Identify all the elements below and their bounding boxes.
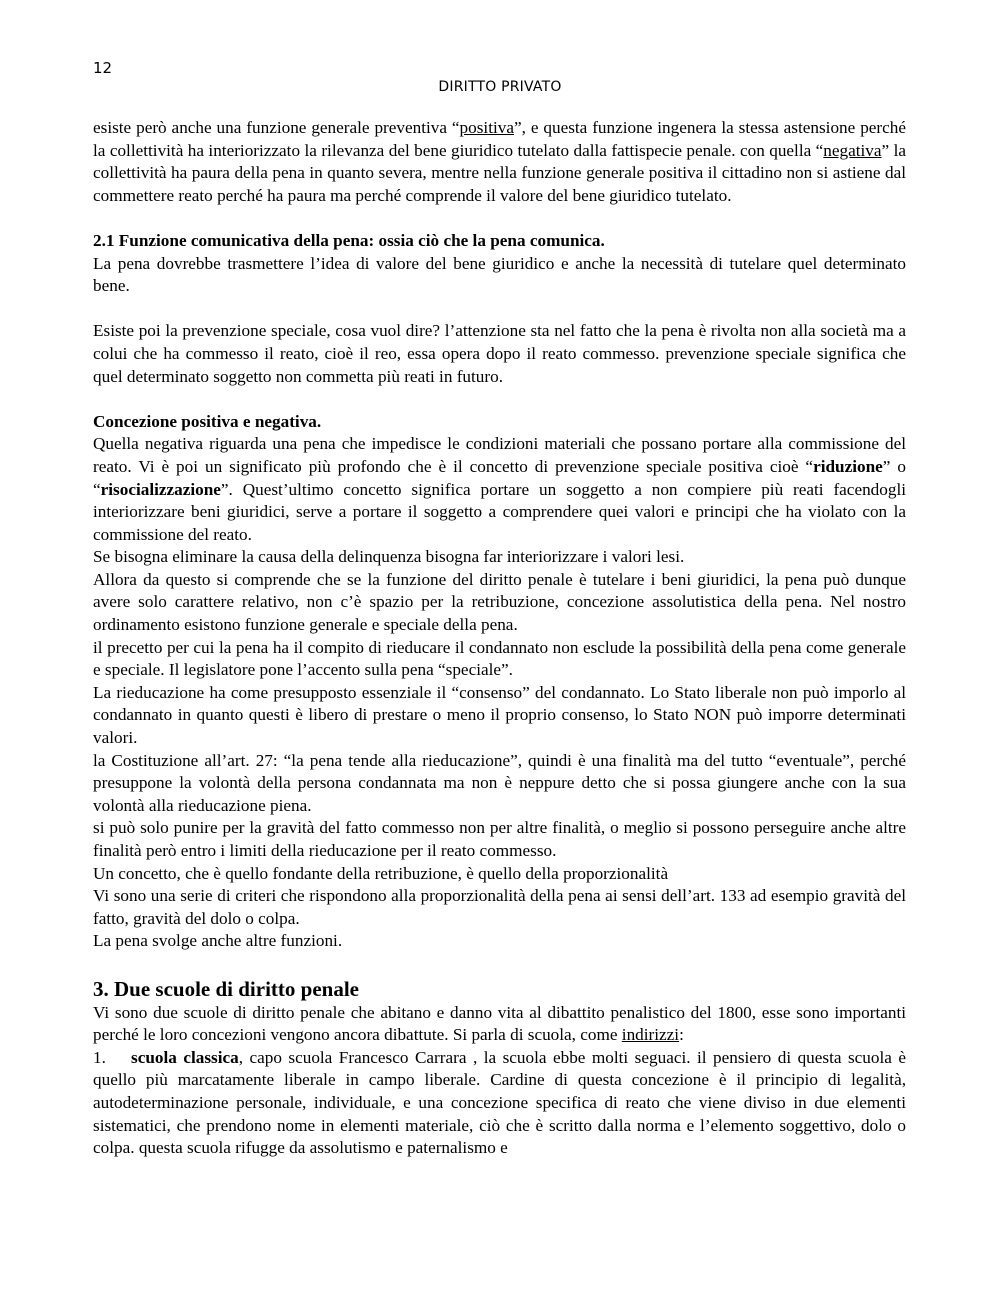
paragraph: Quella negativa riguarda una pena che impedisce le condizioni materiali che possano portare alla commissione del reato. Vi è poi un significato più profondo che è il concetto di prevenzione speciale positiva cioè “riduzione” o “risocializzazione”. Quest’ultimo concetto significa portare un soggetto a non compiere più reati facendogli interiorizzare beni giuridici, serve a portare il soggetto a comprendere quei valori e principi che ha violato con la commissione del reato. (93, 434, 906, 544)
underlined-term: positiva (459, 118, 514, 137)
paragraph: La rieducazione ha come presupposto essenziale il “consenso” del condannato. Lo Stato liberale non può imporlo al condannato in quanto questi è libero di prestare o meno il proprio consenso, lo Stato NON può imporre determinati valori. (93, 682, 906, 748)
paragraph: La pena dovrebbe trasmettere l’idea di valore del bene giuridico e anche la necessità di tutelare quel determinato bene. (93, 253, 906, 296)
paragraph: Vi sono una serie di criteri che rispondono alla proporzionalità della pena ai sensi dell’art. 133 ad esempio gravità del fatto, gravità del dolo o colpa. (93, 886, 906, 928)
paragraph: esiste però anche una funzione generale preventiva “positiva”, e questa funzione ingenera la stessa astensione perché la collettività ha interiorizzato la rilevanza del bene giuridico tutelato dalla fattispecie penale. con quella “negativa” la collettività ha paura della pena in quanto severa, mentre nella funzione generale positiva il cittadino non si astiene dal commettere reato perché ha paura ma perché comprende il valore del bene giuridico tutelato. (93, 118, 906, 205)
running-header: DIRITTO PRIVATO (438, 79, 562, 95)
chapter-heading: 3. Due scuole di diritto penale (93, 976, 359, 1001)
section-heading: Concezione positiva e negativa. (93, 411, 322, 431)
bold-term: scuola classica (131, 1047, 239, 1067)
bold-term: risocializzazione (100, 479, 221, 499)
list-number: 1. (93, 1047, 106, 1067)
paragraph: il precetto per cui la pena ha il compito di rieducare il condannato non esclude la possibilità della pena come generale e speciale. Il legislatore pone l’accento sulla pena “speciale”. (93, 637, 906, 680)
paragraph: si può solo punire per la gravità del fatto commesso non per altre finalità, o meglio si possono perseguire anche altre finalità però entro i limiti della rieducazione per il reato commesso. (93, 818, 906, 860)
page-number: 12 (93, 59, 113, 77)
bold-term: riduzione (813, 456, 883, 476)
underlined-term: negativa (823, 140, 882, 160)
section-heading: 2.1 Funzione comunicativa della pena: ossia ciò che la pena comunica. (93, 230, 605, 250)
paragraph: Vi sono due scuole di diritto penale che abitano e danno vita al dibattito penalistico del 1800, esse sono importanti perché le loro concezioni vengono ancora dibattute. Si parla di scuola, come indirizzi: (93, 1002, 906, 1045)
paragraph: Se bisogna eliminare la causa della delinquenza bisogna far interiorizzare i valori lesi. (93, 547, 685, 567)
document-body (93, 117, 906, 1160)
paragraph: la Costituzione all’art. 27: “la pena tende alla rieducazione”, quindi è una finalità ma del tutto “eventuale”, perché presuppone la volontà della persona condannata ma non è neppure detto che si possa giungere anche con la sua volontà alla rieducazione piena. (93, 750, 906, 815)
underlined-term: indirizzi (621, 1025, 680, 1045)
paragraph: La pena svolge anche altre funzioni. (93, 931, 343, 951)
paragraph: Un concetto, che è quello fondante della retribuzione, è quello della proporzionalità (93, 863, 669, 883)
list-item: 1. scuola classica, capo scuola Francesco Carrara , la scuola ebbe molti seguaci. il pensiero di questa scuola è quello più marcatamente liberale in campo liberale. Cardine di questa concezione è il principio di legalità, autodeterminazione personale, individuale, e una concezione specifica di reato che viene diviso in due elementi sistematici, che prendono nome in elementi materiale, ciò che è scritto dalla norma e l’elemento soggettivo, dolo o colpa. questa scuola rifugge da assolutismo e paternalismo e (93, 1047, 906, 1158)
paragraph: Esiste poi la prevenzione speciale, cosa vuol dire? l’attenzione sta nel fatto che la pena è rivolta non alla società ma a colui che ha commesso il reato, cioè il reo, essa opera dopo il reato commesso. prevenzione speciale significa che quel determinato soggetto non commetta più reati in futuro. (93, 321, 906, 386)
paragraph: Allora da questo si comprende che se la funzione del diritto penale è tutelare i beni giuridici, la pena può dunque avere solo carattere relativo, non c’è spazio per la retribuzione, concezione assolutistica della pena. Nel nostro ordinamento esistono funzione generale e speciale della pena. (93, 569, 906, 635)
